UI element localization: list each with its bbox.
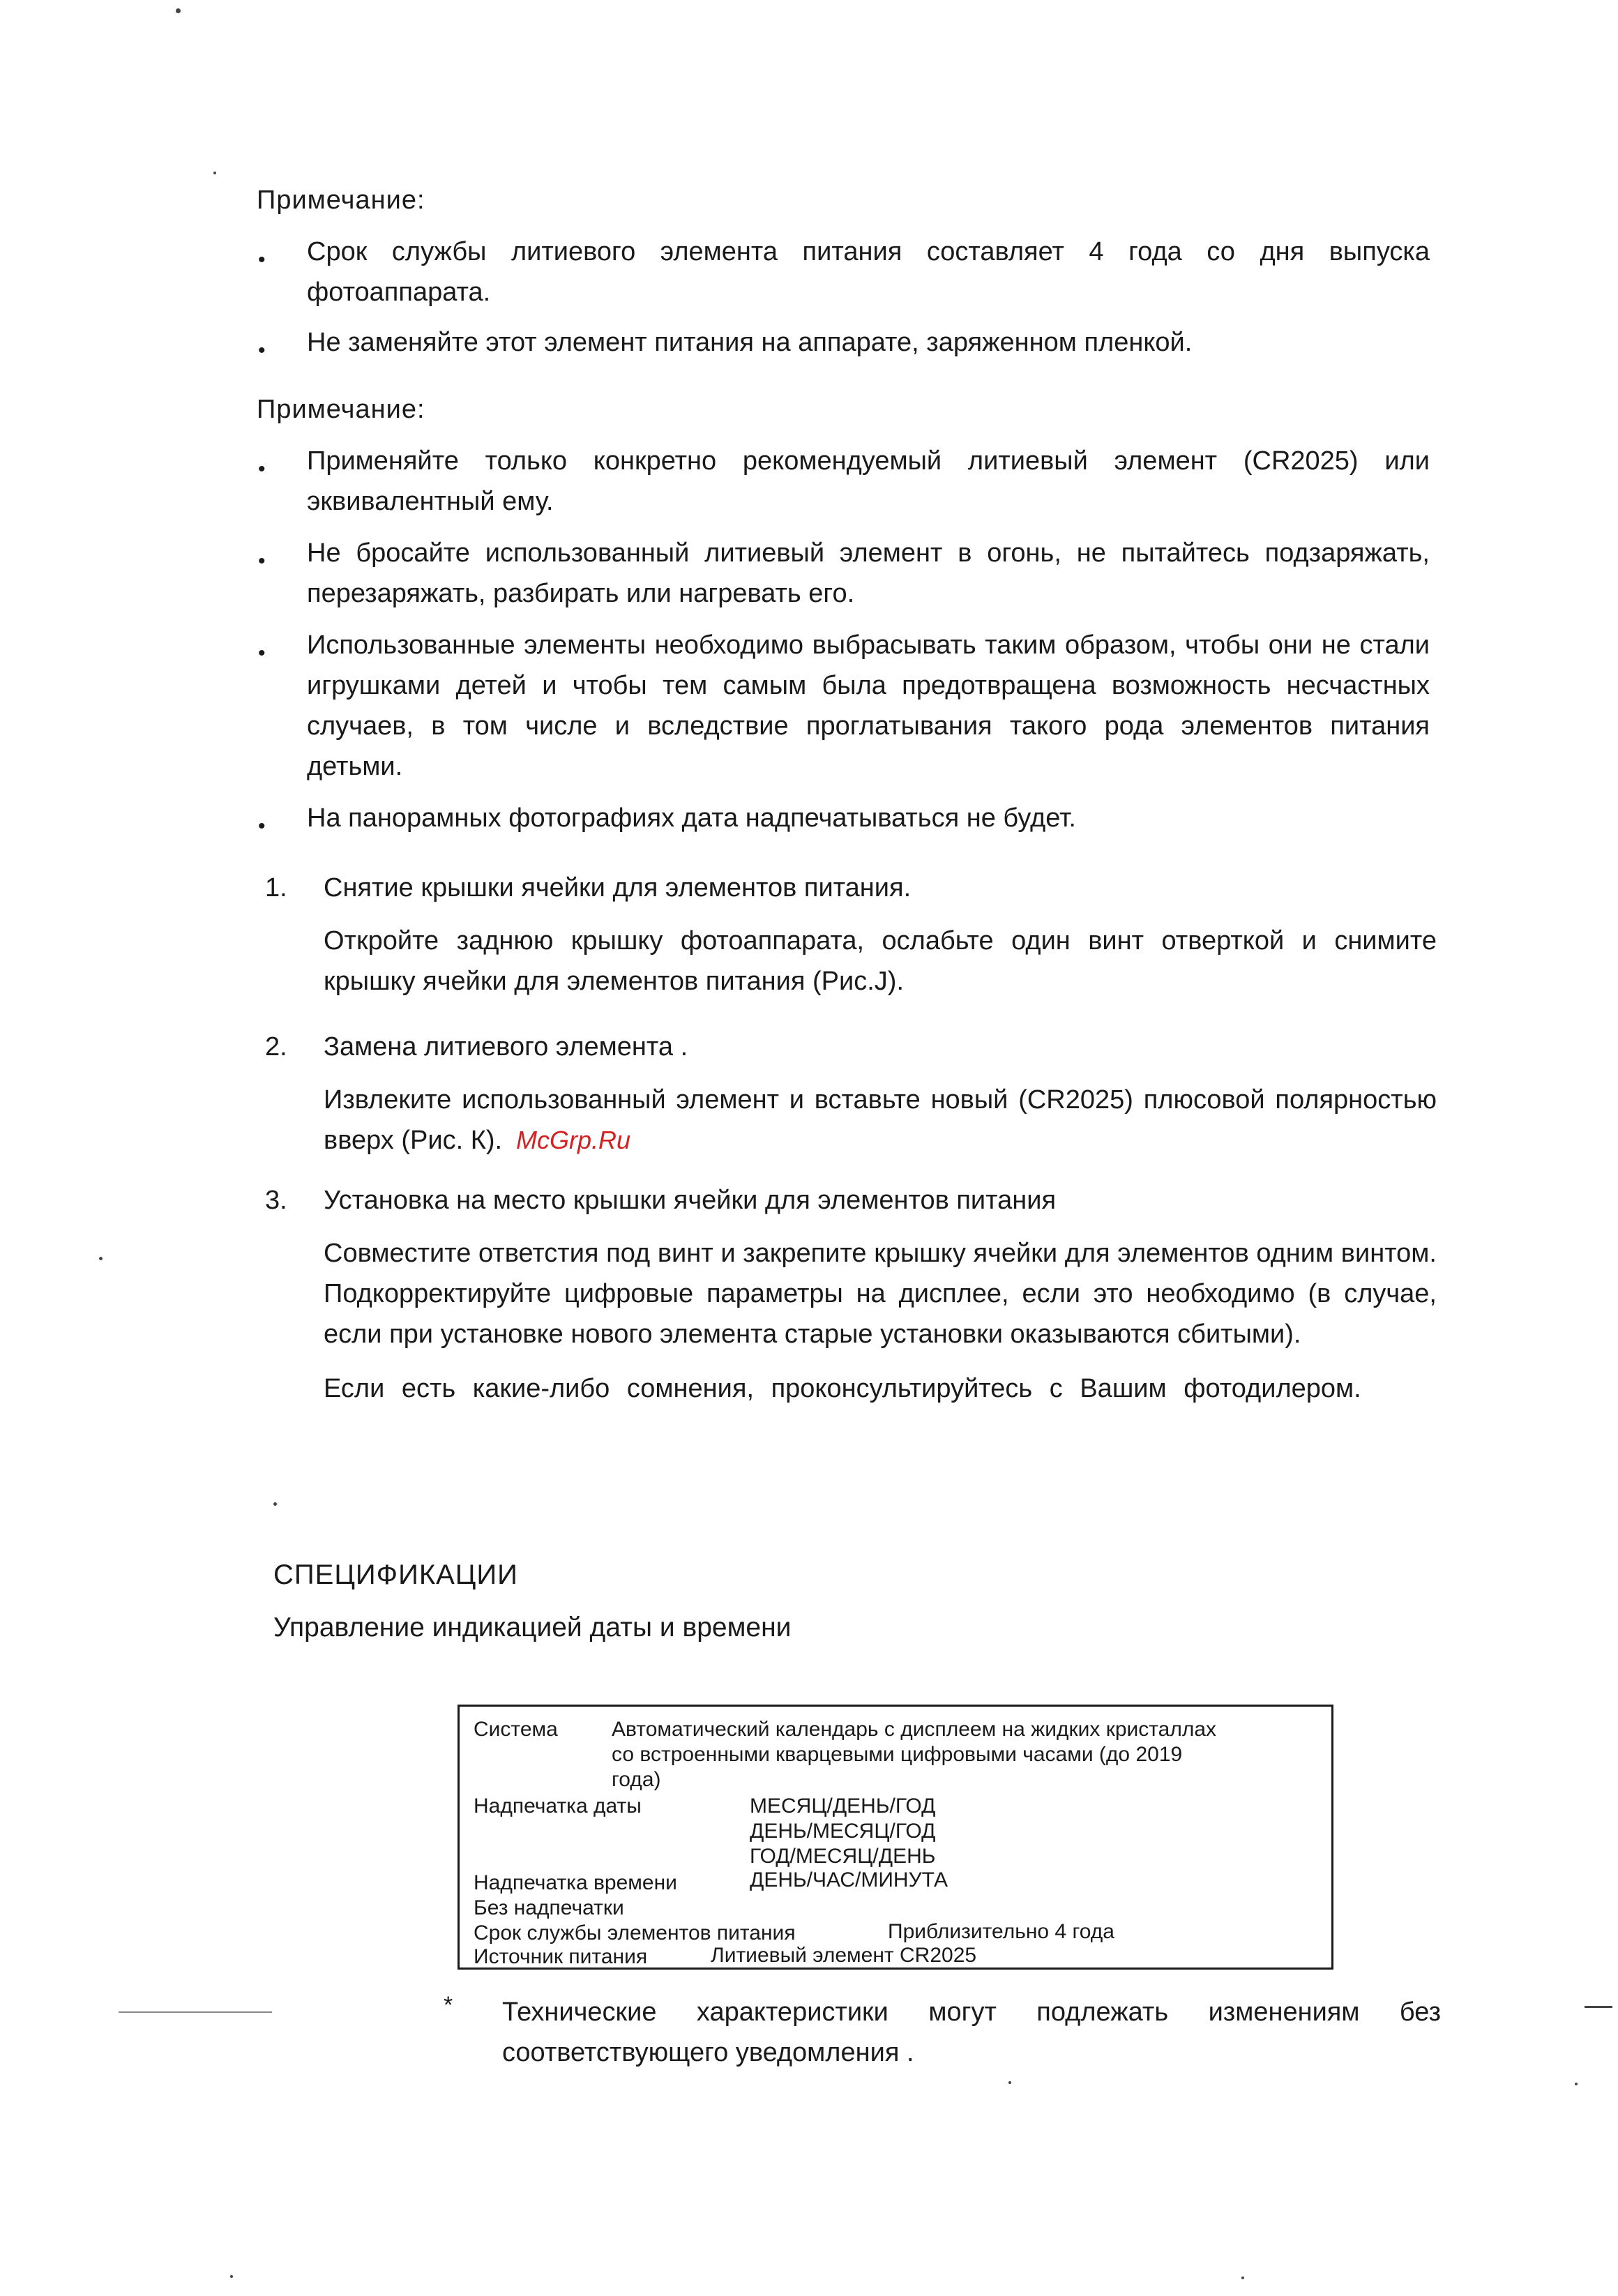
- scan-speck: [1585, 2006, 1612, 2008]
- step-body: Откройте заднюю крышку фотоаппарата, ослабьте один винт отверткой и снимите крышку ячейки для элементов питания (Рис.J).: [324, 926, 1437, 996]
- spec-time-print-label: Надпечатка времени: [474, 1871, 677, 1894]
- bullet-icon: •: [258, 248, 266, 271]
- scan-speck: [230, 2275, 233, 2278]
- section-title: СПЕЦИФИКАЦИИ: [273, 1559, 518, 1590]
- list-item-text: Использованные элементы необходимо выбрасывать таким образом, чтобы они не стали игрушками детей и чтобы тем самым была предотвращена возможность несчастных случаев, в том числе и вследствие проглатывания такого рода элементов питания детьми.: [307, 630, 1430, 781]
- spec-system-value-line: Автоматический календарь с дисплеем на жидких кристаллах: [612, 1718, 1217, 1741]
- spec-battery-life-label: Срок службы элементов питания: [474, 1921, 796, 1944]
- step-number: 1.: [265, 873, 287, 902]
- spec-date-format: ДЕНЬ/МЕСЯЦ/ГОД: [750, 1820, 936, 1843]
- step-body: [265, 1080, 1437, 1161]
- bullet-icon: •: [258, 458, 266, 481]
- list-item-text: Не бросайте использованный литиевый элемент в огонь, не пытайтесь подзаряжать, перезаряжать, разбирать или нагревать его.: [307, 538, 1430, 608]
- step-2: [265, 1027, 1437, 1161]
- list-item: [251, 441, 1430, 522]
- step-number: 3.: [265, 1186, 287, 1215]
- list-item: [251, 232, 1430, 312]
- scan-speck: [99, 1257, 103, 1260]
- step-title: [265, 868, 1437, 908]
- step-title: [265, 1180, 1437, 1221]
- step-title-text: Установка на место крышки ячейки для элементов питания: [324, 1186, 1057, 1215]
- asterisk-icon: *: [444, 1992, 453, 2018]
- step-body-extra: Если есть какие-либо сомнения, проконсультируйтесь с Вашим фотодилером.: [324, 1374, 1361, 1403]
- list-item: [251, 625, 1430, 787]
- list-item-text: На панорамных фотографиях дата надпечатываться не будет.: [307, 803, 1076, 833]
- note-list-2: [251, 441, 1430, 838]
- footnote-text: Технические характеристики могут подлежать изменениям без соответствующего уведомления .: [502, 1997, 1441, 2067]
- spec-power-source-value: Литиевый элемент CR2025: [711, 1944, 977, 1967]
- spec-system-value-line: со встроенными кварцевыми цифровыми часами (до 2019: [612, 1743, 1183, 1766]
- step-body-text: Извлеките использованный элемент и вставьте новый (CR2025) плюсовой полярностью вверх (Рис. К).: [324, 1085, 1437, 1155]
- section-subtitle: Управление индикацией даты и времени: [273, 1613, 792, 1642]
- spec-date-print-label: Надпечатка даты: [474, 1795, 642, 1818]
- spec-power-source-label: Источник питания: [474, 1945, 648, 1968]
- note-list-1: [251, 232, 1430, 363]
- step-3: [265, 1180, 1437, 1409]
- bullet-icon: •: [258, 550, 266, 573]
- step-body: Совместите ответстия под винт и закрепите крышку ячейки для элементов одним винтом. Подкорректируйте цифровые параметры на дисплее, если это необходимо (в случае, если при установке нового элемента старые установки оказываются сбитыми).: [324, 1239, 1437, 1349]
- note-heading-1: Примечание:: [257, 186, 425, 215]
- list-item-text: Применяйте только конкретно рекомендуемый литиевый элемент (CR2025) или эквивалентный ему.: [307, 446, 1430, 516]
- list-item: [251, 798, 1430, 838]
- list-item: [251, 322, 1430, 363]
- list-item-text: Не заменяйте этот элемент питания на аппарате, заряженном пленкой.: [307, 328, 1193, 357]
- spec-no-print-label: Без надпечатки: [474, 1896, 624, 1919]
- scan-speck: [273, 1502, 277, 1506]
- step-1: [265, 868, 1437, 1002]
- spec-date-format: МЕСЯЦ/ДЕНЬ/ГОД: [750, 1795, 936, 1818]
- scan-speck: [1241, 2276, 1244, 2279]
- spec-table: [458, 1705, 1333, 1970]
- list-item-text: Срок службы литиевого элемента питания составляет 4 года со дня выпуска фотоаппарата.: [307, 237, 1430, 307]
- step-title-text: Снятие крышки ячейки для элементов питания.: [324, 873, 912, 902]
- scan-speck: [176, 8, 181, 13]
- watermark: McGrp.Ru: [516, 1126, 631, 1154]
- step-title: [265, 1027, 1437, 1067]
- spec-system-label: Система: [474, 1718, 558, 1741]
- scan-speck: [213, 172, 216, 174]
- list-item: [251, 533, 1430, 614]
- spec-battery-life-value: Приблизительно 4 года: [888, 1920, 1114, 1943]
- scan-speck: [1008, 2081, 1011, 2084]
- scan-speck: [119, 2011, 272, 2013]
- bullet-icon: •: [258, 339, 266, 362]
- spec-system-value-line: года): [612, 1768, 661, 1791]
- spec-date-format: ГОД/МЕСЯЦ/ДЕНЬ: [750, 1845, 936, 1868]
- bullet-icon: •: [258, 815, 266, 838]
- bullet-icon: •: [258, 642, 266, 665]
- scan-speck: [1575, 2083, 1578, 2085]
- spec-time-format: ДЕНЬ/ЧАС/МИНУТА: [750, 1868, 948, 1891]
- step-title-text: Замена литиевого элемента .: [324, 1032, 688, 1062]
- note-heading-2: Примечание:: [257, 395, 425, 424]
- step-number: 2.: [265, 1032, 287, 1062]
